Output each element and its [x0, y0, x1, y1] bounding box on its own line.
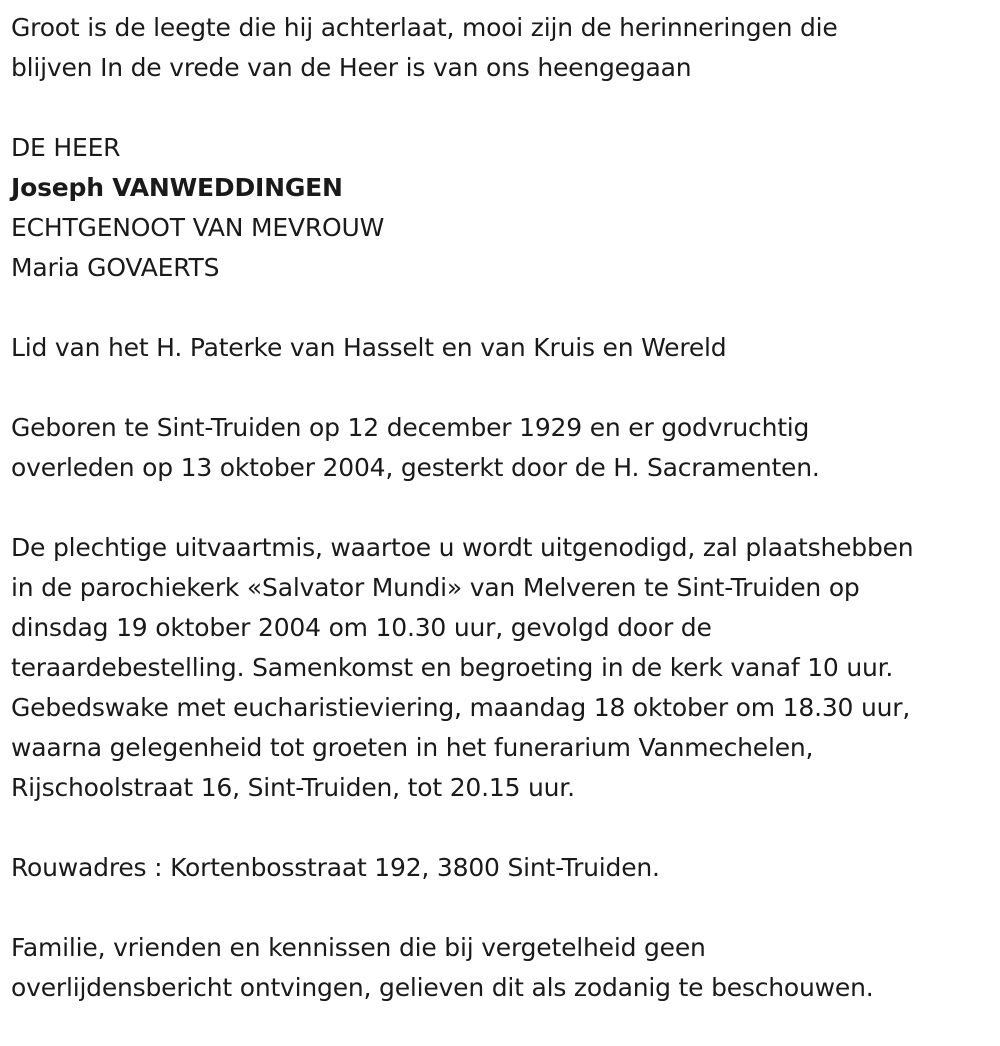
birth-death-paragraph	[11, 408, 996, 488]
membership-text: Lid van het H. Paterke van Hasselt en van Kruis en Wereld	[11, 333, 727, 362]
name-block	[11, 128, 996, 288]
paragraph-spacer	[11, 808, 996, 848]
spouse-name: Maria GOVAERTS	[11, 253, 220, 282]
closing-paragraph	[11, 928, 996, 1008]
intro-line: Groot is de leegte die hij achterlaat, mooi zijn de herinneringen die	[11, 13, 838, 42]
paragraph-spacer	[11, 488, 996, 528]
mourning-address: Rouwadres : Kortenbosstraat 192, 3800 Sint-Truiden.	[11, 853, 660, 882]
deceased-name: Joseph VANWEDDINGEN	[11, 173, 343, 202]
ceremony-line: waarna gelegenheid tot groeten in het funerarium Vanmechelen,	[11, 733, 814, 762]
ceremony-line: De plechtige uitvaartmis, waartoe u wordt uitgenodigd, zal plaatshebben	[11, 533, 914, 562]
intro-line: blijven In de vrede van de Heer is van ons heengegaan	[11, 53, 692, 82]
obituary-notice	[11, 8, 996, 1008]
paragraph-spacer	[11, 88, 996, 128]
intro-paragraph	[11, 8, 996, 88]
birth-death-line: overleden op 13 oktober 2004, gesterkt door de H. Sacramenten.	[11, 453, 820, 482]
ceremony-line: dinsdag 19 oktober 2004 om 10.30 uur, gevolgd door de	[11, 613, 712, 642]
closing-line: Familie, vrienden en kennissen die bij vergetelheid geen	[11, 933, 706, 962]
ceremony-line: teraardebestelling. Samenkomst en begroeting in de kerk vanaf 10 uur.	[11, 653, 894, 682]
paragraph-spacer	[11, 368, 996, 408]
ceremony-line: in de parochiekerk «Salvator Mundi» van Melveren te Sint-Truiden op	[11, 573, 860, 602]
ceremony-line: Rijschoolstraat 16, Sint-Truiden, tot 20.15 uur.	[11, 773, 575, 802]
ceremony-line: Gebedswake met eucharistieviering, maandag 18 oktober om 18.30 uur,	[11, 693, 911, 722]
birth-death-line: Geboren te Sint-Truiden op 12 december 1929 en er godvruchtig	[11, 413, 810, 442]
paragraph-spacer	[11, 888, 996, 928]
closing-line: overlijdensbericht ontvingen, gelieven dit als zodanig te beschouwen.	[11, 973, 874, 1002]
honorific-title: DE HEER	[11, 133, 121, 162]
relation-label: ECHTGENOOT VAN MEVROUW	[11, 213, 385, 242]
ceremony-paragraph	[11, 528, 996, 808]
paragraph-spacer	[11, 288, 996, 328]
